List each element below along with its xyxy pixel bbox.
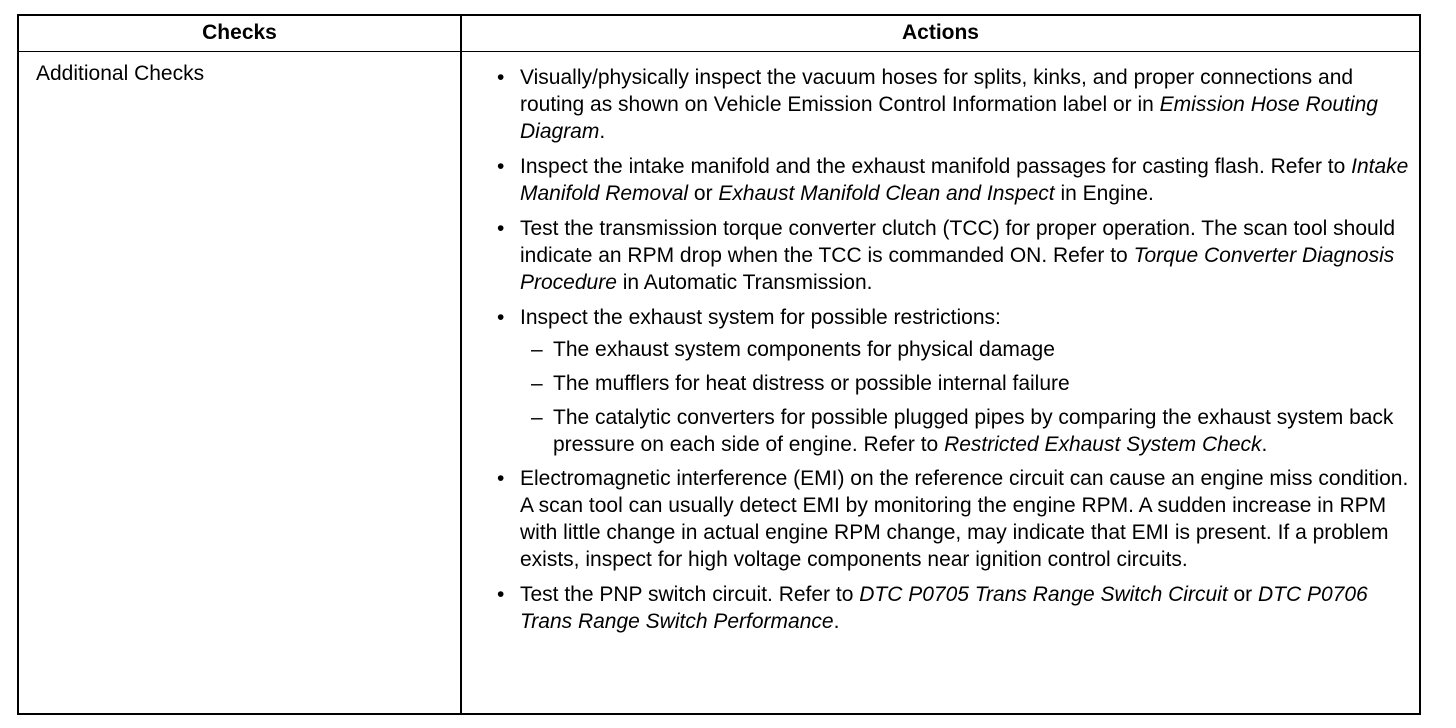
action-text: in Engine. [1054, 182, 1154, 205]
actions-column-header: Actions [901, 21, 979, 44]
table-header-row [19, 16, 1419, 52]
action-text: . [599, 120, 606, 143]
sub-mufflers: – The mufflers for heat distress or possible internal failure [495, 370, 1410, 397]
action-text: Test the PNP switch circuit. Refer to [520, 583, 860, 606]
action-text: Inspect the exhaust system for possible restrictions: [520, 306, 1001, 329]
reference-torque-converter-diagnosis: Torque Converter Diagnosis Procedure [520, 244, 1395, 294]
diagnostic-table [17, 14, 1421, 715]
reference-exhaust-manifold-clean: Exhaust Manifold Clean and Inspect [718, 182, 1055, 205]
action-text: . [1261, 433, 1268, 456]
action-text: in Automatic Transmission. [616, 271, 873, 294]
reference-intake-manifold-removal: Intake Manifold Removal [520, 155, 1409, 205]
reference-dtc-p0706: DTC P0706 Trans Range Switch Performance [520, 583, 1368, 633]
action-text: . [833, 610, 840, 633]
sub-exhaust-components: – The exhaust system components for physical damage [495, 336, 1410, 363]
action-pnp-switch [495, 581, 1410, 635]
action-text: Electromagnetic interference (EMI) on the reference circuit can cause an engine miss condition. A scan tool can usually detect EMI by monitoring the engine RPM. A sudden increase in RPM with little change in actual engine RPM change, may indicate that EMI is present. If a problem exists, inspect for high voltage components near ignition control circuits. [520, 467, 1409, 571]
reference-restricted-exhaust-check: Restricted Exhaust System Check [944, 433, 1262, 456]
reference-dtc-p0705: DTC P0705 Trans Range Switch Circuit [859, 583, 1228, 606]
action-text: or [688, 182, 719, 205]
action-tcc-test [495, 215, 1410, 296]
action-vacuum-hoses [495, 64, 1410, 145]
sub-catalytic-converters [495, 404, 1410, 458]
action-text: The catalytic converters for possible plugged pipes by comparing the exhaust system back pressure on each side of engine. Refer to [553, 406, 1394, 456]
action-text: Inspect the intake manifold and the exhaust manifold passages for casting flash. Refer to [520, 155, 1352, 178]
action-emi [495, 465, 1410, 573]
reference-emission-hose-routing: Emission Hose Routing Diagram [520, 93, 1378, 143]
action-text: or [1227, 583, 1258, 606]
action-exhaust-restrictions [495, 304, 1410, 331]
action-manifold-casting-flash [495, 153, 1410, 207]
checks-cell: Additional Checks [36, 62, 205, 85]
actions-cell [495, 64, 1410, 643]
action-text: Test the transmission torque converter clutch (TCC) for proper operation. The scan tool should indicate an RPM drop when the TCC is commanded ON. Refer to [520, 217, 1396, 267]
column-divider [460, 16, 462, 713]
checks-column-header: Checks [202, 21, 277, 44]
action-text: Visually/physically inspect the vacuum hoses for splits, kinks, and proper connections and routing as shown on Vehicle Emission Control Information label or in [520, 66, 1354, 116]
